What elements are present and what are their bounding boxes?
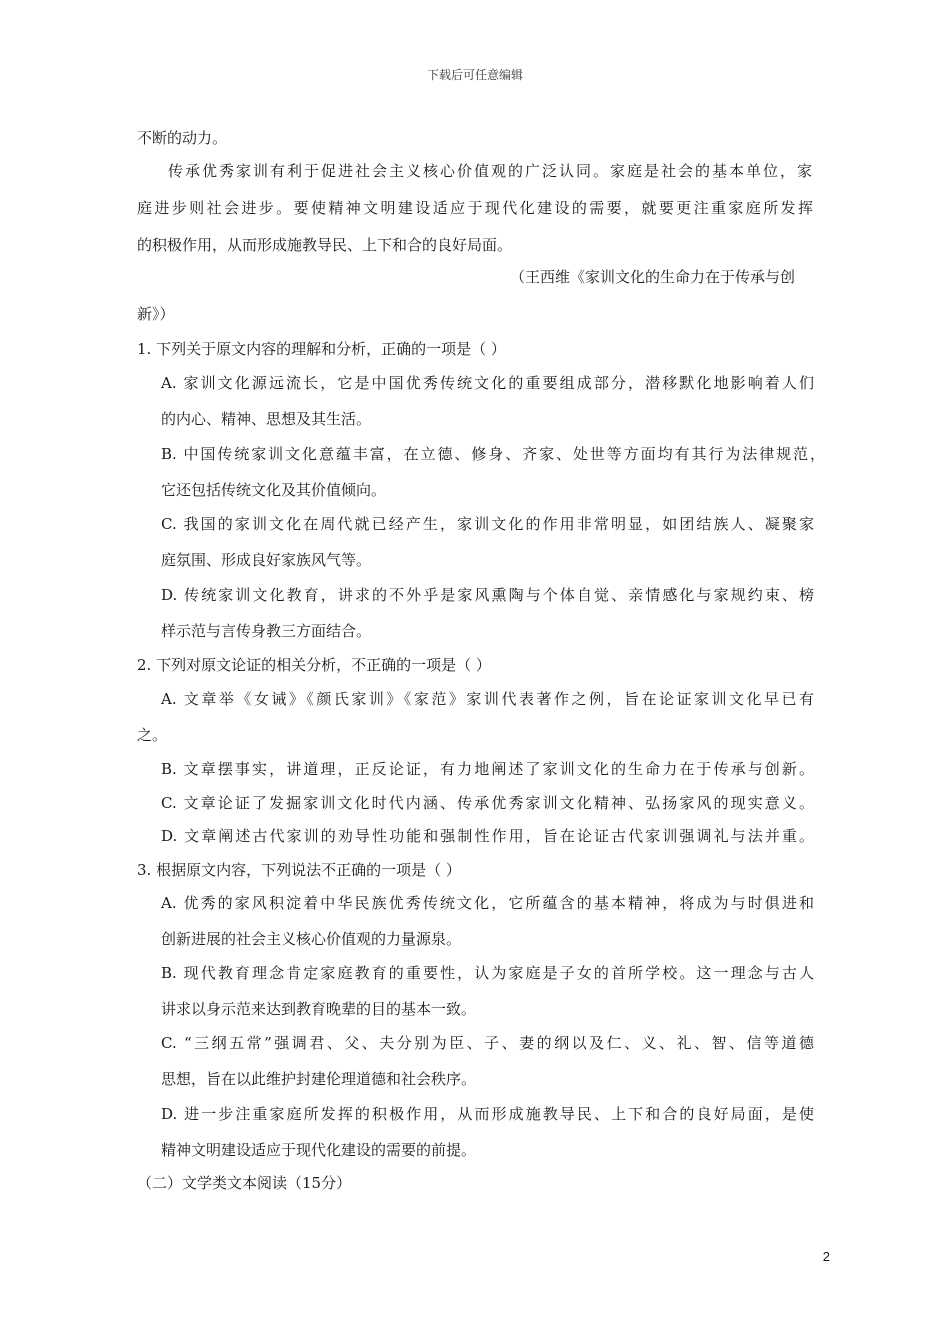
question-3-option-a-cont: 创新进展的社会主义核心价值观的力量源泉。: [161, 930, 462, 948]
citation-line: （王西维《家训文化的生命力在于传承与创: [510, 268, 796, 286]
paragraph-line: 不断的动力。: [137, 129, 228, 147]
question-1-option-d-cont: 样示范与言传身教三方面结合。: [161, 622, 372, 640]
question-3-option-b: B. 现代教育理念肯定家庭教育的重要性，认为家庭是子女的首所学校。这一理念与古人: [161, 964, 814, 982]
question-3-option-c: C. “三纲五常”强调君、父、夫分别为臣、子、妻的纲以及仁、义、礼、智、信等道德: [161, 1034, 814, 1052]
question-1-option-b-cont: 它还包括传统文化及其价值倾向。: [161, 481, 387, 499]
question-2-option-d: D. 文章阐述古代家训的劝导性功能和强制性作用，旨在论证古代家训强调礼与法并重。: [161, 827, 814, 845]
question-1-option-b: B. 中国传统家训文化意蕴丰富，在立德、修身、齐家、处世等方面均有其行为法律规范，: [161, 445, 825, 463]
page-number: 2: [822, 1249, 830, 1264]
question-2: 2. 下列对原文论证的相关分析，不正确的一项是（ ）: [137, 656, 491, 674]
question-3-option-c-cont: 思想，旨在以此维护封建伦理道德和社会秩序。: [161, 1070, 477, 1088]
question-1-option-c-cont: 庭氛围、形成良好家族风气等。: [161, 551, 372, 569]
question-2-option-a-cont: 之。: [137, 726, 168, 744]
question-1: 1. 下列关于原文内容的理解和分析，正确的一项是（ ）: [137, 340, 506, 358]
question-1-option-d: D. 传统家训文化教育，讲求的不外乎是家风熏陶与个体自觉、亲情感化与家规约束、榜: [161, 586, 814, 604]
question-2-option-c: C. 文章论证了发掘家训文化时代内涵、传承优秀家训文化精神、弘扬家风的现实意义。: [161, 794, 814, 812]
question-1-option-a-cont: 的内心、精神、思想及其生活。: [161, 410, 372, 428]
citation-line: 新》）: [137, 305, 175, 323]
question-3-option-b-cont: 讲求以身示范来达到教育晚辈的目的基本一致。: [161, 1000, 477, 1018]
question-2-option-b: B. 文章摆事实，讲道理，正反论证，有力地阐述了家训文化的生命力在于传承与创新。: [161, 760, 814, 778]
page-header: 下载后可任意编辑: [426, 68, 523, 82]
paragraph-line: 传承优秀家训有利于促进社会主义核心价值观的广泛认同。家庭是社会的基本单位，家: [168, 162, 812, 180]
question-3: 3. 根据原文内容，下列说法不正确的一项是（ ）: [137, 861, 461, 879]
question-1-option-a: A. 家训文化源远流长，它是中国优秀传统文化的重要组成部分，潜移默化地影响着人们: [161, 374, 814, 392]
question-3-option-d-cont: 精神文明建设适应于现代化建设的需要的前提。: [161, 1141, 477, 1159]
question-1-option-c: C. 我国的家训文化在周代就已经产生，家训文化的作用非常明显，如团结族人、凝聚家: [161, 515, 814, 533]
question-3-option-a: A. 优秀的家风积淀着中华民族优秀传统文化，它所蕴含的基本精神，将成为与时俱进和: [161, 894, 814, 912]
paragraph-line: 的积极作用，从而形成施教导民、上下和合的良好局面。: [137, 236, 513, 254]
section-heading: （二）文学类文本阅读（15分）: [137, 1174, 352, 1192]
paragraph-line: 庭进步则社会进步。要使精神文明建设适应于现代化建设的需要，就要更注重家庭所发挥: [137, 199, 813, 217]
question-2-option-a: A. 文章举《女诫》《颜氏家训》《家范》家训代表著作之例，旨在论证家训文化早已有: [161, 690, 814, 708]
question-3-option-d: D. 进一步注重家庭所发挥的积极作用，从而形成施教导民、上下和合的良好局面，是使: [161, 1105, 814, 1123]
